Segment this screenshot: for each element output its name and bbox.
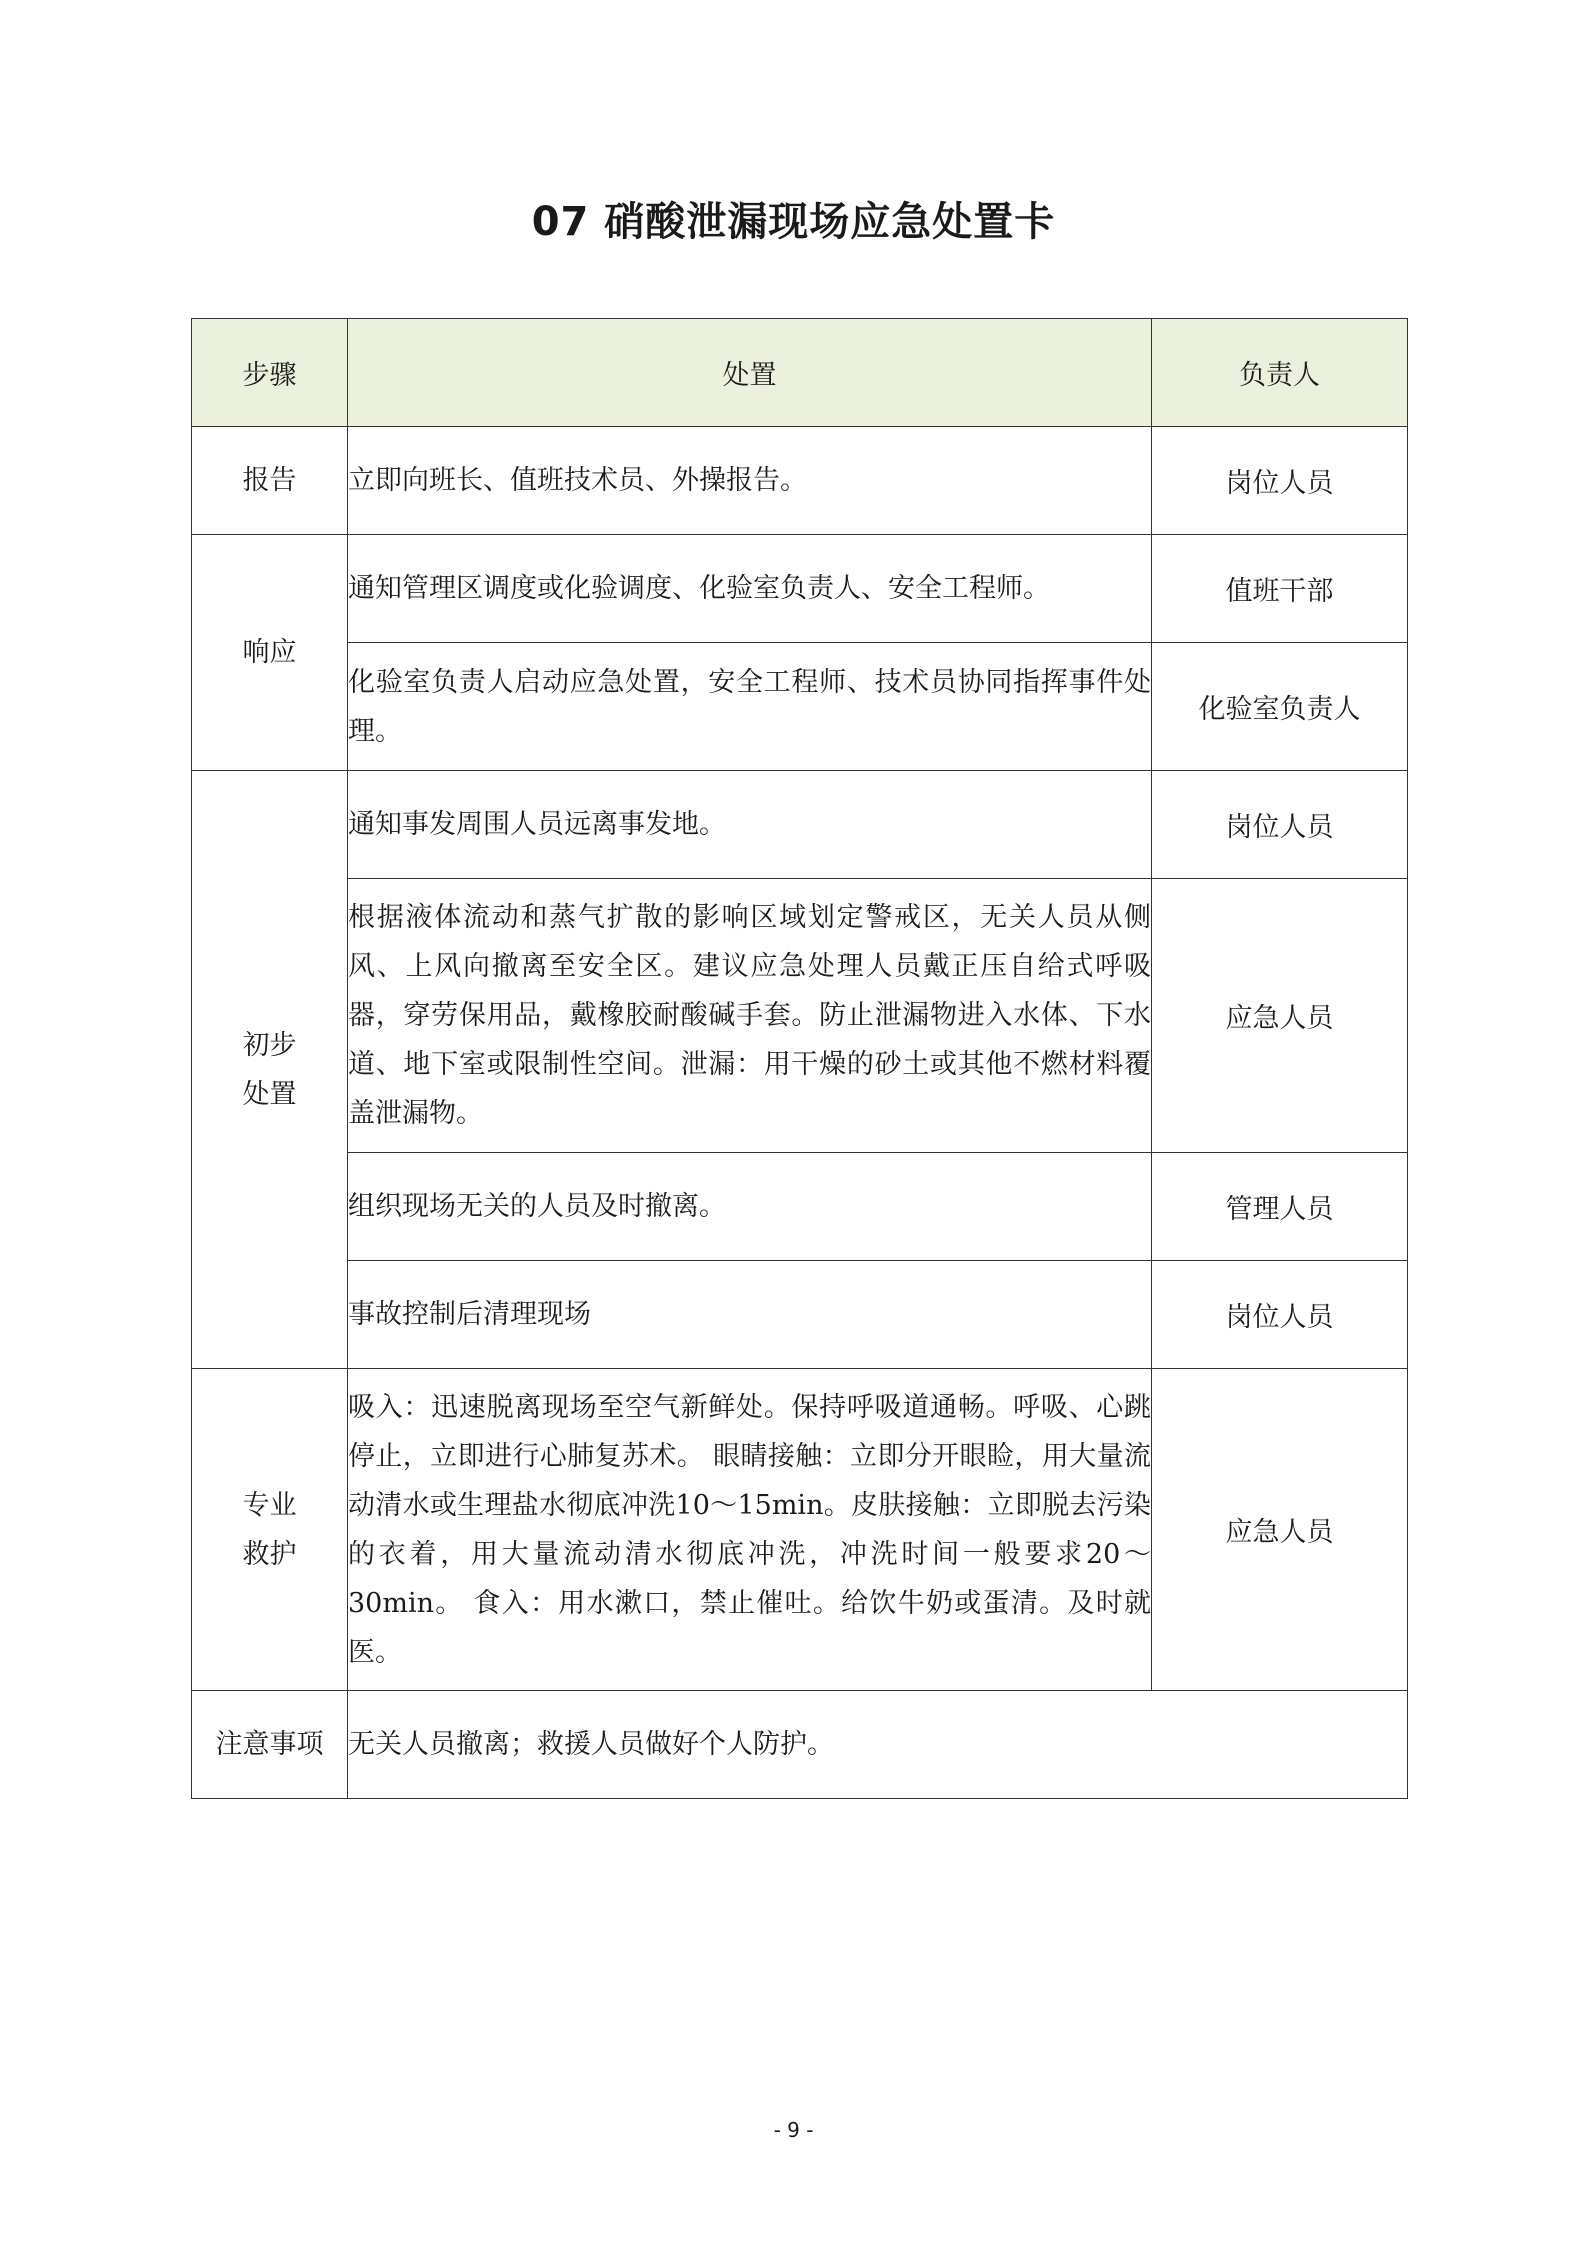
- owner-cell: 值班干部: [1152, 535, 1408, 643]
- page-title: 07 硝酸泄漏现场应急处置卡: [531, 199, 1056, 245]
- owner-cell: 化验室负责人: [1152, 643, 1408, 771]
- step-initial-line1: 初步: [242, 1029, 297, 1061]
- step-rescue-line2: 救护: [242, 1538, 297, 1570]
- action-cell: 化验室负责人启动应急处置，安全工程师、技术员协同指挥事件处理。: [348, 643, 1152, 771]
- table-row: [192, 535, 1408, 643]
- action-cell: 通知管理区调度或化验调度、化验室负责人、安全工程师。: [348, 535, 1152, 643]
- action-cell: 事故控制后清理现场: [348, 1261, 1152, 1369]
- table-row: [192, 1153, 1408, 1261]
- table-row: [192, 1261, 1408, 1369]
- owner-cell: 应急人员: [1152, 1369, 1408, 1691]
- emergency-card-table: [191, 318, 1408, 1799]
- header-step: 步骤: [192, 319, 348, 427]
- step-rescue-line1: 专业: [242, 1489, 297, 1521]
- header-owner: 负责人: [1152, 319, 1408, 427]
- owner-cell: 岗位人员: [1152, 771, 1408, 879]
- action-cell: 通知事发周围人员远离事发地。: [348, 771, 1152, 879]
- owner-cell: 应急人员: [1152, 879, 1408, 1153]
- notes-cell: 无关人员撤离；救援人员做好个人防护。: [348, 1691, 1408, 1799]
- header-action: 处置: [348, 319, 1152, 427]
- step-respond: 响应: [192, 535, 348, 771]
- step-rescue: [192, 1369, 348, 1691]
- owner-cell: 岗位人员: [1152, 1261, 1408, 1369]
- owner-cell: 岗位人员: [1152, 427, 1408, 535]
- step-initial-line2: 处置: [242, 1078, 297, 1110]
- table-row: [192, 1369, 1408, 1691]
- table-row: [192, 643, 1408, 771]
- action-cell: 立即向班长、值班技术员、外操报告。: [348, 427, 1152, 535]
- table-row: [192, 879, 1408, 1153]
- step-notes: 注意事项: [192, 1691, 348, 1799]
- table-row: [192, 771, 1408, 879]
- step-report: 报告: [192, 427, 348, 535]
- step-initial-response: [192, 771, 348, 1369]
- table-row: [192, 1691, 1408, 1799]
- page-number: - 9 -: [773, 2118, 814, 2142]
- action-cell: 根据液体流动和蒸气扩散的影响区域划定警戒区，无关人员从侧风、上风向撤离至安全区。建议应急处理人员戴正压自给式呼吸器，穿劳保用品，戴橡胶耐酸碱手套。防止泄漏物进入水体、下水道、地下室或限制性空间。泄漏：用干燥的砂土或其他不燃材料覆盖泄漏物。: [348, 879, 1152, 1153]
- table-row: [192, 427, 1408, 535]
- table-header-row: [192, 319, 1408, 427]
- action-cell: 组织现场无关的人员及时撤离。: [348, 1153, 1152, 1261]
- action-cell: 吸入：迅速脱离现场至空气新鲜处。保持呼吸道通畅。呼吸、心跳停止，立即进行心肺复苏术。 眼睛接触：立即分开眼睑，用大量流动清水或生理盐水彻底冲洗10～15min。皮肤接触：立即脱去污染的衣着，用大量流动清水彻底冲洗，冲洗时间一般要求20～30min。 食入：用水漱口，禁止催吐。给饮牛奶或蛋清。及时就医。: [348, 1369, 1152, 1691]
- owner-cell: 管理人员: [1152, 1153, 1408, 1261]
